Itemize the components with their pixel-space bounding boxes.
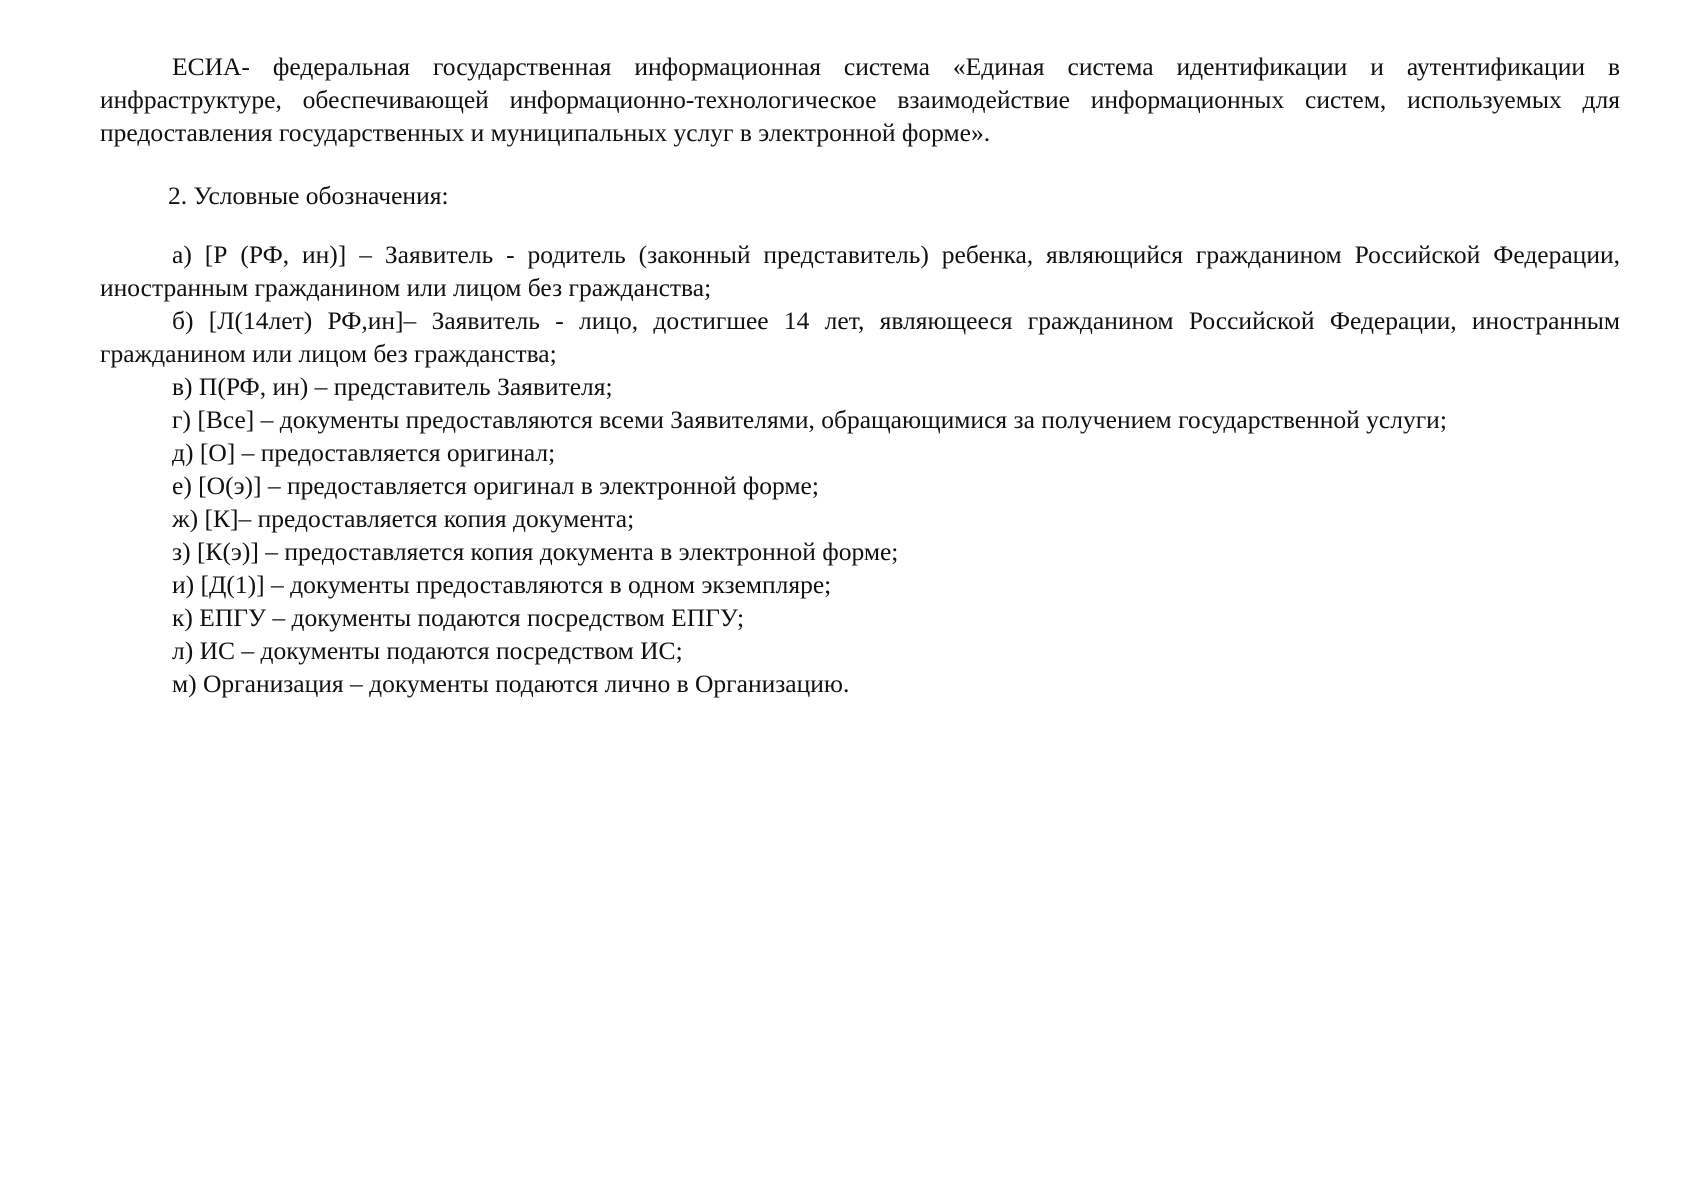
legend-list: [100, 238, 1620, 700]
spacer: [100, 149, 1620, 179]
legend-item-a: а) [Р (РФ, ин)] – Заявитель - родитель (законный представитель) ребенка, являющийся гражданином Российской Федерации, иностранным гражданином или лицом без гражданства;: [100, 240, 1620, 302]
spacer: [100, 212, 1620, 238]
legend-item-k: к) ЕПГУ – документы подаются посредством ЕПГУ;: [172, 603, 745, 632]
section-heading: 2. Условные обозначения:: [168, 181, 449, 210]
intro-paragraph: ЕСИА- федеральная государственная информационная система «Единая система идентификации и аутентификации в инфраструктуре, обеспечивающей информационно-технологическое взаимодействие информационных систем, используемых для предоставления государственных и муниципальных услуг в электронной форме».: [100, 52, 1620, 147]
legend-item-z: з) [К(э)] – предоставляется копия документа в электронной форме;: [172, 537, 899, 566]
legend-item-l: л) ИС – документы подаются посредством ИС;: [172, 636, 683, 665]
legend-item-m: м) Организация – документы подаются лично в Организацию.: [172, 669, 850, 698]
legend-item-e: е) [О(э)] – предоставляется оригинал в электронной форме;: [172, 471, 819, 500]
legend-item-zh: ж) [К]– предоставляется копия документа;: [172, 504, 635, 533]
legend-item-g: г) [Все] – документы предоставляются всеми Заявителями, обращающимися за получением государственной услуги;: [172, 405, 1447, 434]
legend-item-d: д) [О] – предоставляется оригинал;: [172, 438, 556, 467]
document-page: [100, 50, 1620, 700]
legend-item-b: б) [Л(14лет) РФ,ин]– Заявитель - лицо, достигшее 14 лет, являющееся гражданином Российской Федерации, иностранным гражданином или лицом без гражданства;: [100, 306, 1620, 368]
legend-item-i: и) [Д(1)] – документы предоставляются в одном экземпляре;: [172, 570, 832, 599]
legend-item-v: в) П(РФ, ин) – представитель Заявителя;: [172, 372, 613, 401]
